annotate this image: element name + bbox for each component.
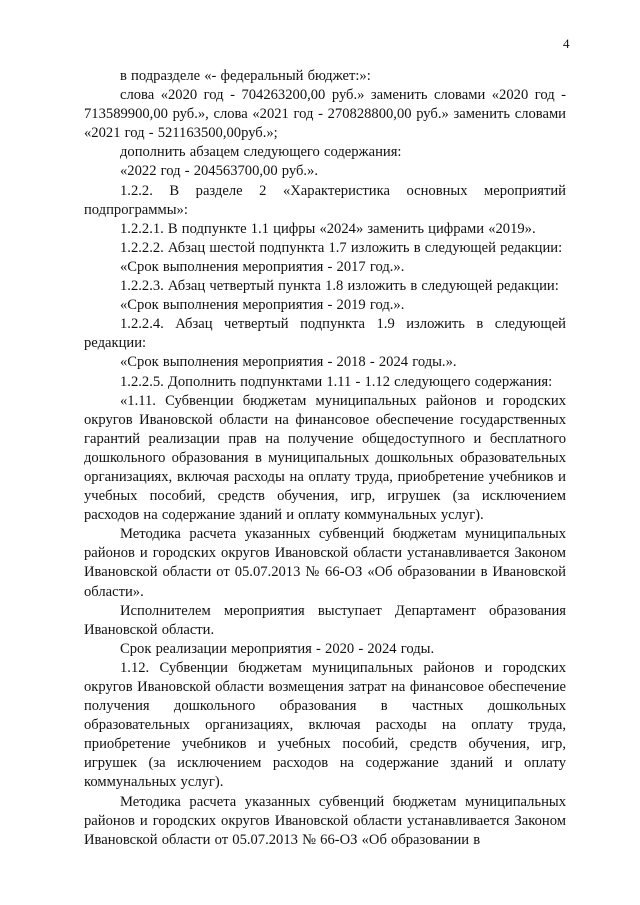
document-body (84, 67, 566, 850)
paragraph-term-2017: «Срок выполнения мероприятия - 2017 год.». (120, 258, 405, 275)
paragraph-term-2019: «Срок выполнения мероприятия - 2019 год.». (120, 297, 405, 314)
paragraph-subitem-1-11: «1.11. Субвенции бюджетам муниципальных районов и городских округов Ивановской области на финансовое обеспечение государственных гарантий реализации прав на получение общедоступного и бесплатного дошкольного образования в муниципальных дошкольных образовательных организациях, включая расходы на оплату труда, приобретение учебников и учебных пособий, средств обучения, игр, игрушек (за исключением расходов на содержание зданий и оплату коммунальных услуг). (84, 392, 566, 524)
paragraph-federal-budget-subsection: в подразделе «- федеральный бюджет:»: (120, 68, 371, 84)
paragraph-add-line-instruction: дополнить абзацем следующего содержания: (120, 144, 402, 161)
page-number: 4 (563, 36, 570, 51)
paragraph-2022-amount: «2022 год - 204563700,00 руб.». (120, 163, 319, 180)
paragraph-term-2018-2024: «Срок выполнения мероприятия - 2018 - 2024 годы.». (120, 354, 457, 371)
paragraph-1-2-2-2: 1.2.2.2. Абзац шестой подпункта 1.7 изложить в следующей редакции: (120, 239, 563, 256)
paragraph-1-2-2-5: 1.2.2.5. Дополнить подпунктами 1.11 - 1.12 следующего содержания: (120, 373, 553, 390)
paragraph-methodology-1-11: Методика расчета указанных субвенций бюджетам муниципальных районов и городских округов Ивановской области устанавливается Законом Ивановской области от 05.07.2013 № 66-ОЗ «Об образовании в Ивановской области». (84, 526, 566, 600)
paragraph-replace-2020-2021-amounts: слова «2020 год - 704263200,00 руб.» заменить словами «2020 год - 713589900,00 руб.», слова «2021 год - 270828800,00 руб.» заменить словами «2021 год - 521163500,00руб.»; (84, 87, 566, 142)
paragraph-subitem-1-12: 1.12. Субвенции бюджетам муниципальных районов и городских округов Ивановской области возмещения затрат на финансовое обеспечение получения дошкольного образования в частных дошкольных образовательных организациях, включая расходы на оплату труда, приобретение учебников и учебных пособий, средств обучения, игр, игрушек (за исключением расходов на содержание зданий и оплату коммунальных услуг). (84, 659, 566, 791)
paragraph-1-2-2-1: 1.2.2.1. В подпункте 1.1 цифры «2024» заменить цифрами «2019». (120, 220, 536, 237)
paragraph-1-2-2-4: 1.2.2.4. Абзац четвертый подпункта 1.9 изложить в следующей редакции: (84, 316, 566, 352)
paragraph-implementation-term: Срок реализации мероприятия - 2020 - 2024 годы. (120, 640, 435, 657)
paragraph-1-2-2: 1.2.2. В разделе 2 «Характеристика основных мероприятий подпрограммы»: (84, 182, 566, 218)
paragraph-methodology-1-12: Методика расчета указанных субвенций бюджетам муниципальных районов и городских округов Ивановской области устанавливается Законом Ивановской области от 05.07.2013 № 66-ОЗ «Об образовании в (84, 793, 566, 848)
paragraph-executor: Исполнителем мероприятия выступает Департамент образования Ивановской области. (84, 602, 566, 638)
paragraph-1-2-2-3: 1.2.2.3. Абзац четвертый пункта 1.8 изложить в следующей редакции: (120, 278, 559, 295)
